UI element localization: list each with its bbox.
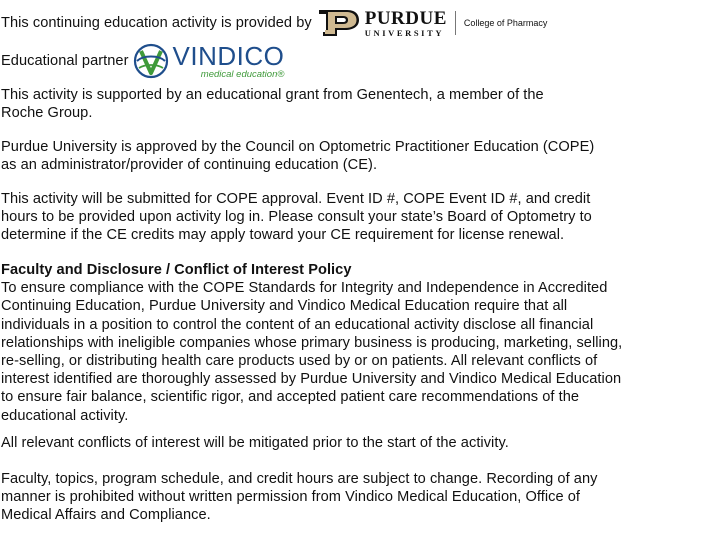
provider-line [1,6,547,40]
cope-approval-paragraph: Purdue University is approved by the Council on Optometric Practitioner Education (COPE) as an administrator/provider of continuing education (CE). [1,139,595,174]
purdue-university: UNIVERSITY [364,27,445,38]
mitigation-paragraph: All relevant conflicts of interest will be mitigated prior to the start of the activity. [1,435,509,451]
provider-text: This continuing education activity is provided by [1,14,312,31]
vindico-subtitle: medical education® [200,68,285,80]
partner-text: Educational partner [1,52,129,69]
policy-heading: Faculty and Disclosure / Conflict of Interest Policy [1,262,352,278]
vindico-logo [133,40,285,80]
purdue-college: College of Pharmacy [463,18,548,28]
purdue-name: PURDUE [364,7,447,29]
change-notice-paragraph: Faculty, topics, program schedule, and credit hours are subject to change. Recording of any manner is prohibited without written permission from Vindico Medical Education, Office of Medical Affairs and Compliance. [1,471,598,524]
credit-paragraph: This activity will be submitted for COPE approval. Event ID #, COPE Event ID #, and credit hours to be provided upon activity log in. Please consult your state’s Board of Optometry to determine if the CE credits may apply toward your CE requirement for license renewal. [1,191,592,244]
vindico-globe-icon [133,43,169,79]
grant-paragraph: This activity is supported by an educational grant from Genentech, a member of the Roche Group. [1,87,544,122]
vindico-name: VINDICO [172,40,285,71]
purdue-p-icon [317,8,361,38]
partner-line [1,40,284,82]
purdue-logo [317,8,548,38]
policy-section: Faculty and Disclosure / Conflict of Interest Policy To ensure compliance with the COPE Standards for Integrity and Independence in Accredited Continuing Education, Purdue University and Vindico Medical Education require that all individuals in a position to control the content of an educational activity disclose all financial relationships with ineligible companies whose primary business is producing, marketing, selling, re-selling, or distributing health care products used by or on patients. All relevant conflicts of interest identified are thoroughly assessed by Purdue University and Vindico Medical Education to ensure fair balance, scientific rigor, and accepted patient care recommendations of the educational activity. [1,262,623,424]
logo-divider [455,11,456,35]
